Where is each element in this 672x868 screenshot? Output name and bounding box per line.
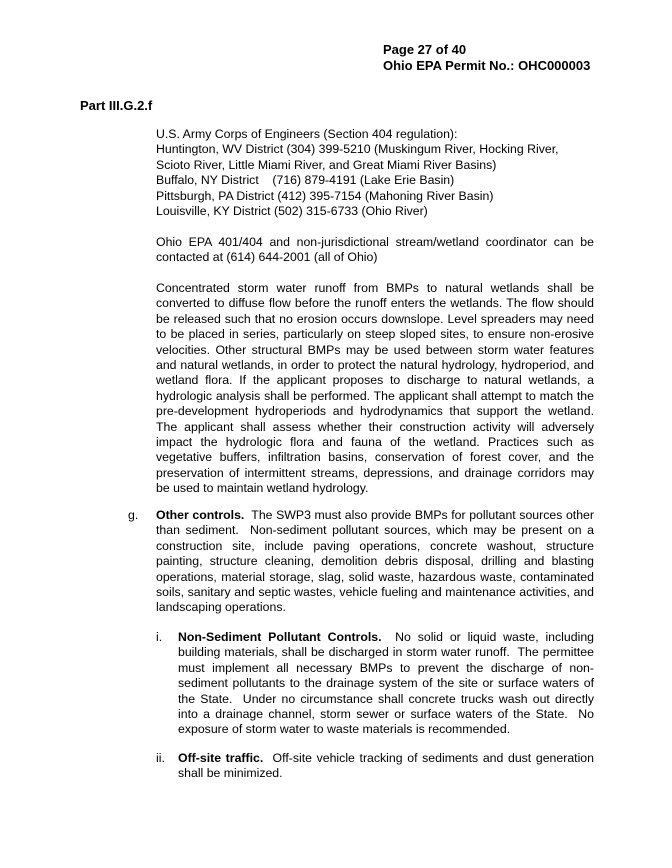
page-number: Page 27 of 40 xyxy=(383,42,467,57)
contacts-block xyxy=(156,127,596,219)
item-ii-title: Off-site traffic. xyxy=(178,751,264,765)
section-g-paragraph xyxy=(156,508,598,616)
item-ii-text: Off-site vehicle tracking of sediments and dust generation shall be minimized. xyxy=(178,751,598,781)
coordinator-paragraph: Ohio EPA 401/404 and non-jurisdictional stream/wetland coordinator can be contacted at (614) 644-2001 (all of Ohio) xyxy=(156,235,594,265)
contact-line: Pittsburgh, PA District (412) 395-7154 (Mahoning River Basin) xyxy=(156,188,494,203)
section-g-title: Other controls. xyxy=(156,508,245,522)
contact-line: Huntington, WV District (304) 399-5210 (Muskingum River, Hocking River, xyxy=(156,142,559,157)
permit-number: Ohio EPA Permit No.: OHC000003 xyxy=(383,58,591,73)
contact-line: Louisville, KY District (502) 315-6733 (Ohio River) xyxy=(156,204,428,219)
item-i-paragraph xyxy=(178,630,598,738)
wetlands-paragraph: Concentrated storm water runoff from BMPs to natural wetlands shall be converted to diffuse flow before the runoff enters the wetlands. The flow should be released such that no erosion occurs downslope. Level spreaders may need to be placed in series, particularly on steep sloped sites, to ensure non-erosive velocities. Other structural BMPs may be used between storm water features and natural wetlands, in order to protect the natural hydrology, hydroperiod, and wetland flora. If the applicant proposes to discharge to natural wetlands, a hydrologic analysis shall be performed. The applicant shall attempt to match the pre-development hydroperiods and hydrodynamics that support the wetland. The applicant shall assess whether their construction activity will adversely impact the hydrologic flora and fauna of the wetland. Practices such as vegetative buffers, infiltration basins, conservation of forest cover, and the preservation of intermittent streams, depressions, and drainage corridors may be used to maintain wetland hydrology. xyxy=(156,281,594,496)
item-i-title: Non-Sediment Pollutant Controls. xyxy=(178,630,382,644)
item-ii-marker: ii. xyxy=(156,751,165,765)
item-i-marker: i. xyxy=(156,630,163,644)
part-label: Part III.G.2.f xyxy=(80,98,153,113)
contact-line: Scioto River, Little Miami River, and Great Miami River Basins) xyxy=(156,157,497,172)
item-i-text: No solid or liquid waste, including building materials, shall be discharged in storm water runoff. The permittee must implement all necessary BMPs to prevent the discharge of non-sediment pollutants to the drainage system of the site or surface waters of the State. Under no circumstance shall concrete trucks wash out directly into a drainage channel, storm sewer or surface waters of the State. No exposure of storm water to waste materials is recommended. xyxy=(178,630,598,737)
contact-line: U.S. Army Corps of Engineers (Section 404 regulation): xyxy=(156,127,458,141)
section-g-text: The SWP3 must also provide BMPs for pollutant sources other than sediment. Non-sediment pollutant sources, which may be present on a construction site, include paving operations, concrete washout, structure painting, structure cleaning, demolition debris disposal, drilling and blasting operations, material storage, slag, solid waste, hazardous waste, contaminated soils, sanitary and septic wastes, vehicle fueling and maintenance activities, and landscaping operations. xyxy=(156,508,598,615)
contact-line: Buffalo, NY District (716) 879-4191 (Lake Erie Basin) xyxy=(156,173,455,188)
item-ii-paragraph xyxy=(178,751,598,782)
section-g-marker: g. xyxy=(128,508,139,522)
